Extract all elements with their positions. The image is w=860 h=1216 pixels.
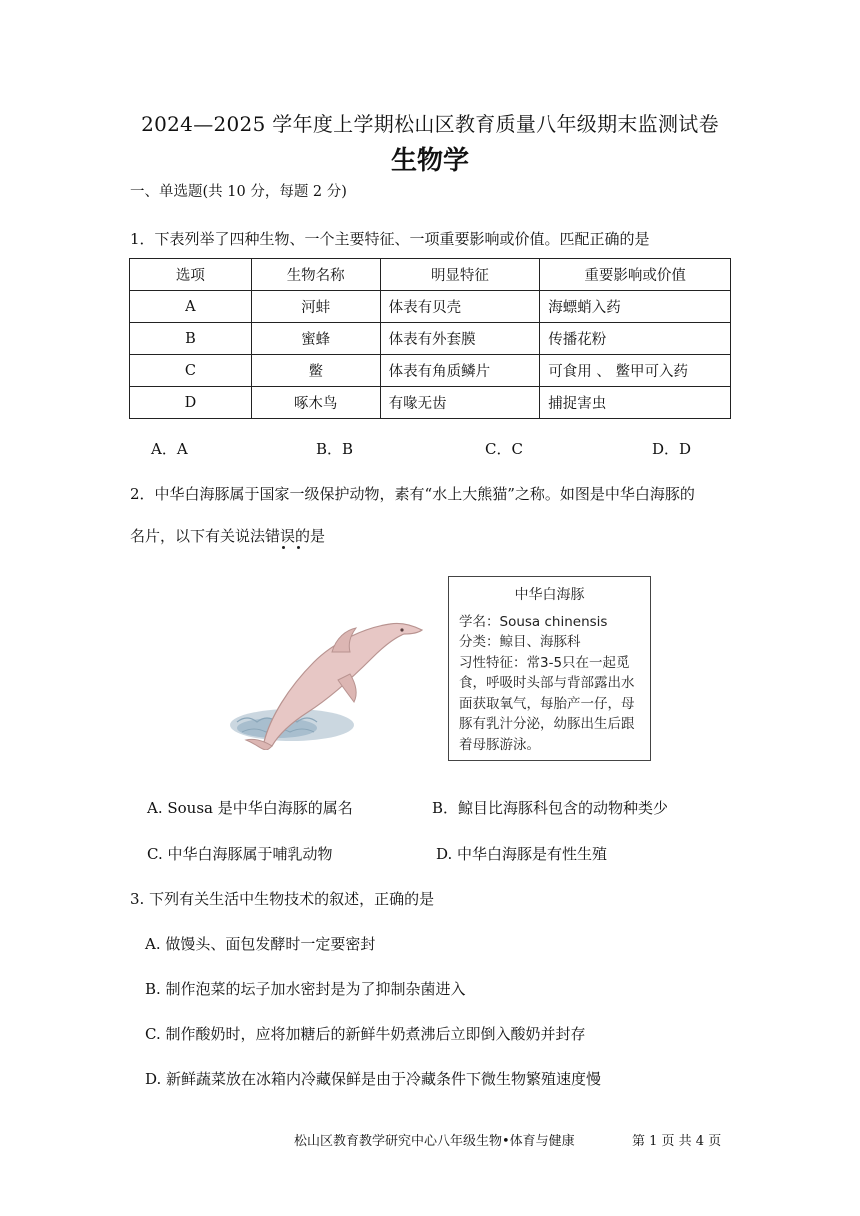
table-cell: 体表有外套膜 (380, 323, 540, 355)
table-cell: D (130, 387, 252, 419)
dolphin-illustration (222, 600, 432, 750)
table-header-cell: 生物名称 (251, 259, 380, 291)
q1-option-b[interactable]: B．B (316, 440, 354, 458)
q2-option-b[interactable]: B．鲸目比海豚科包含的动物种类少 (432, 799, 669, 817)
q3-option-a[interactable]: A. 做馒头、面包发酵时一定要密封 (145, 935, 376, 953)
card-line: 学名：Sousa chinensis (459, 613, 608, 630)
q1-option-d[interactable]: D．D (652, 440, 692, 458)
q1-option-a[interactable]: A．A (151, 440, 188, 458)
footer-center: 松山区教育教学研究中心八年级生物•体育与健康 (294, 1134, 575, 1149)
table-cell: 体表有角质鳞片 (380, 355, 540, 387)
question-1-stem: 1．下表列举了四种生物、一个主要特征、一项重要影响或价值。匹配正确的是 (130, 230, 650, 248)
table-header-cell: 重要影响或价值 (540, 259, 731, 291)
dolphin-eye (400, 628, 403, 631)
table-row (130, 323, 731, 355)
card-title: 中华白海豚 (514, 587, 585, 603)
table-cell: A (130, 291, 252, 323)
table-row (130, 387, 731, 419)
table-cell: 有喙无齿 (380, 387, 540, 419)
q3-option-b[interactable]: B. 制作泡菜的坛子加水密封是为了抑制杂菌进入 (145, 980, 466, 998)
q2-option-c[interactable]: C. 中华白海豚属于哺乳动物 (147, 845, 333, 863)
q1-option-c[interactable]: C．C (485, 440, 523, 458)
table-row (130, 355, 731, 387)
q3-option-c[interactable]: C. 制作酸奶时，应将加糖后的新鲜牛奶煮沸后立即倒入酸奶并封存 (145, 1025, 586, 1043)
q3-option-d[interactable]: D. 新鲜蔬菜放在冰箱内冷藏保鲜是由于冷藏条件下微生物繁殖速度慢 (145, 1070, 602, 1088)
table-row (130, 291, 731, 323)
q2-option-a[interactable]: A. Sousa 是中华白海豚的属名 (147, 799, 353, 817)
table-cell: B (130, 323, 252, 355)
table-cell: 啄木鸟 (251, 387, 380, 419)
q2-option-d[interactable]: D. 中华白海豚是有性生殖 (436, 845, 608, 863)
table-cell: 河蚌 (251, 291, 380, 323)
table-cell: C (130, 355, 252, 387)
table-cell: 蜜蜂 (251, 323, 380, 355)
table-header-row (130, 259, 731, 291)
page-number: 第 1 页 共 4 页 (632, 1134, 722, 1149)
dolphin-name-card (448, 576, 651, 761)
emphasis-dot (282, 546, 285, 549)
card-line: 分类：鲸目、海豚科 (459, 634, 581, 650)
subject-title: 生物学 (390, 146, 469, 176)
exam-title: 2024—2025 学年度上学期松山区教育质量八年级期末监测试卷 (141, 112, 719, 136)
table-cell: 可食用 、 鳖甲可入药 (540, 355, 731, 387)
question-2-stem-line2: 名片，以下有关说法错误的是 (130, 527, 326, 545)
table-cell: 捕捉害虫 (540, 387, 731, 419)
table-cell: 鳖 (251, 355, 380, 387)
table-header-cell: 选项 (130, 259, 252, 291)
question-1-table (129, 258, 731, 419)
card-line: 习性特征：常3-5只在一起觅食，呼吸时头部与背部露出水面获取氧气，每胎产一仔，母豚有乳汁分泌，幼豚出生后跟着母豚游泳。 (459, 654, 635, 753)
table-cell: 海螵蛸入药 (540, 291, 731, 323)
section-heading: 一、单选题(共 10 分，每题 2 分) (130, 184, 347, 200)
question-3-stem: 3. 下列有关生活中生物技术的叙述，正确的是 (130, 890, 435, 908)
question-2-stem-line1: 2．中华白海豚属于国家一级保护动物，素有“水上大熊猫”之称。如图是中华白海豚的 (130, 485, 695, 503)
table-cell: 传播花粉 (540, 323, 731, 355)
table-header-cell: 明显特征 (380, 259, 540, 291)
emphasis-dot (297, 546, 300, 549)
table-cell: 体表有贝壳 (380, 291, 540, 323)
